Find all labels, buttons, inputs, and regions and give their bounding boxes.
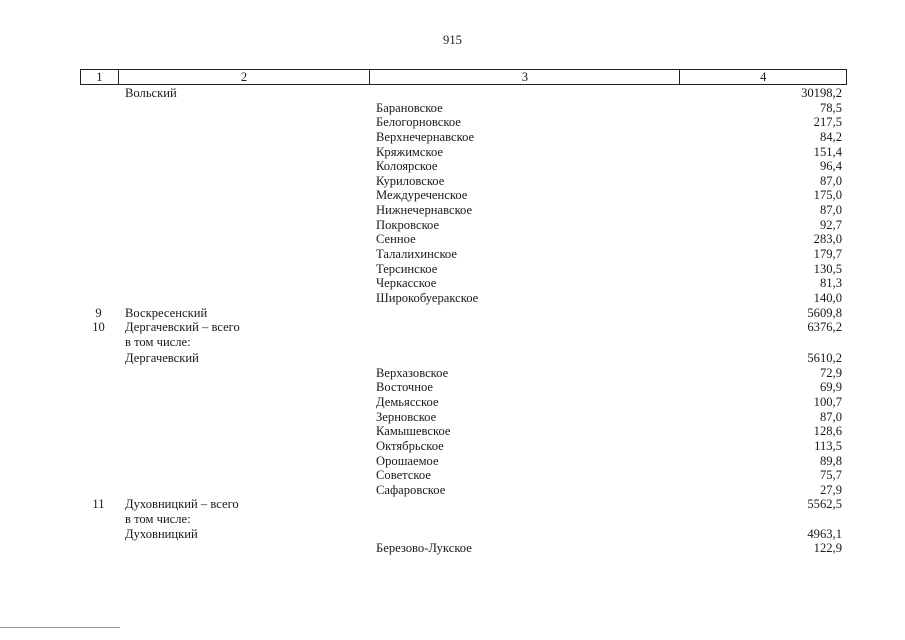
district-name xyxy=(117,247,369,262)
table-row xyxy=(80,130,847,145)
amount: 5609,8 xyxy=(807,305,842,320)
row-number xyxy=(80,512,117,527)
settlement-name: Советское xyxy=(376,468,431,483)
amount: 122,9 xyxy=(813,541,842,556)
settlement-name: Барановское xyxy=(376,100,443,115)
table-row xyxy=(80,366,847,381)
table-row xyxy=(80,291,847,306)
amount: 75,7 xyxy=(819,468,842,483)
amount: 96,4 xyxy=(819,159,842,174)
row-number xyxy=(80,366,117,381)
amount: 27,9 xyxy=(819,482,842,497)
settlement-name: Орошаемое xyxy=(376,453,439,468)
settlement-name: Колоярское xyxy=(376,159,438,174)
settlement-name xyxy=(369,335,680,350)
settlement-name xyxy=(369,306,680,321)
table-row xyxy=(80,262,847,277)
table-row xyxy=(80,145,847,160)
amount: 78,5 xyxy=(819,100,842,115)
table-row xyxy=(80,424,847,439)
row-number xyxy=(80,86,117,101)
amount: 217,5 xyxy=(813,115,842,130)
district-name xyxy=(117,366,369,381)
settlement-name xyxy=(369,497,680,512)
settlement-name: Талалихинское xyxy=(376,247,457,262)
row-number xyxy=(80,335,117,350)
amount: 130,5 xyxy=(813,261,842,276)
table-row xyxy=(80,115,847,130)
district-name: Духовницкий – всего xyxy=(125,497,239,512)
table-row xyxy=(80,247,847,262)
table-row xyxy=(80,232,847,247)
table-row xyxy=(80,351,847,366)
district-name: Дергачевский xyxy=(125,351,199,366)
district-name xyxy=(117,262,369,277)
settlement-name xyxy=(369,86,680,101)
district-name xyxy=(117,232,369,247)
settlement-name: Октябрьское xyxy=(376,438,444,453)
table-row xyxy=(80,527,847,542)
table-row xyxy=(80,203,847,218)
scan-artifact-line xyxy=(0,627,120,628)
district-name xyxy=(117,203,369,218)
amount: 175,0 xyxy=(813,188,842,203)
page-number: 915 xyxy=(443,33,462,47)
row-number xyxy=(80,380,117,395)
row-number xyxy=(80,276,117,291)
amount: 72,9 xyxy=(819,365,842,380)
amount: 140,0 xyxy=(813,290,842,305)
table-row xyxy=(80,483,847,498)
amount xyxy=(680,512,847,527)
row-number: 11 xyxy=(92,497,105,512)
table-row xyxy=(80,468,847,483)
amount: 6376,2 xyxy=(807,320,842,335)
district-name xyxy=(117,439,369,454)
amount: 89,8 xyxy=(819,453,842,468)
amount: 87,0 xyxy=(819,173,842,188)
row-number xyxy=(80,424,117,439)
settlement-name: Сенное xyxy=(376,232,416,247)
settlement-name: Зерновское xyxy=(376,409,437,424)
row-number xyxy=(80,159,117,174)
settlement-name: Березово-Лукское xyxy=(376,541,472,556)
district-name xyxy=(117,541,369,556)
row-number xyxy=(80,130,117,145)
settlement-name xyxy=(369,527,680,542)
row-number xyxy=(80,291,117,306)
header-col-2: 2 xyxy=(118,70,369,84)
district-name xyxy=(117,483,369,498)
table-header xyxy=(80,69,847,85)
settlement-name: Куриловское xyxy=(376,173,445,188)
settlement-name: Верхазовское xyxy=(376,365,449,380)
row-number: 10 xyxy=(92,320,105,335)
district-name: Вольский xyxy=(125,86,177,100)
district-name xyxy=(117,291,369,306)
row-number xyxy=(80,174,117,189)
table-row xyxy=(80,86,847,101)
amount: 30198,2 xyxy=(801,86,842,100)
row-number xyxy=(80,232,117,247)
table-row xyxy=(80,159,847,174)
settlement-name: Камышевское xyxy=(376,424,451,439)
settlement-name xyxy=(369,320,680,335)
header-col-4: 4 xyxy=(679,70,846,84)
table-row xyxy=(80,410,847,425)
row-number xyxy=(80,218,117,233)
district-name xyxy=(117,276,369,291)
amount: 128,6 xyxy=(813,424,842,439)
settlement-name: Демьясское xyxy=(376,394,439,409)
amount: 179,7 xyxy=(813,247,842,262)
district-name: Духовницкий xyxy=(125,526,198,541)
district-name: Дергачевский – всего xyxy=(125,320,240,335)
settlement-name: Нижнечернавское xyxy=(376,203,473,218)
district-name xyxy=(117,424,369,439)
table-row xyxy=(80,335,847,350)
settlement-name: Восточное xyxy=(376,380,434,395)
row-number xyxy=(80,468,117,483)
row-number xyxy=(80,101,117,116)
amount: 69,9 xyxy=(819,380,842,395)
district-name xyxy=(117,174,369,189)
row-number xyxy=(80,262,117,277)
amount: 84,2 xyxy=(819,129,842,144)
row-number xyxy=(80,188,117,203)
district-name xyxy=(117,395,369,410)
table-row xyxy=(80,188,847,203)
district-name xyxy=(117,454,369,469)
district-name xyxy=(117,410,369,425)
amount: 92,7 xyxy=(819,217,842,232)
settlement-name: Междуреченское xyxy=(376,188,468,203)
district-name xyxy=(117,115,369,130)
table-body xyxy=(80,86,847,556)
settlement-name: Сафаровское xyxy=(376,482,446,497)
row-number xyxy=(80,527,117,542)
row-number: 9 xyxy=(95,305,102,320)
amount: 4963,1 xyxy=(807,526,842,541)
table-row xyxy=(80,439,847,454)
table-row xyxy=(80,541,847,556)
amount: 151,4 xyxy=(813,144,842,159)
district-name: Воскресенский xyxy=(125,305,208,320)
table-row xyxy=(80,101,847,116)
row-number xyxy=(80,395,117,410)
amount xyxy=(680,335,847,350)
row-number xyxy=(80,247,117,262)
row-number xyxy=(80,541,117,556)
settlement-name: Покровское xyxy=(376,217,440,232)
district-name xyxy=(117,188,369,203)
district-name xyxy=(117,101,369,116)
district-name: в том числе: xyxy=(125,512,191,527)
settlement-name: Кряжимское xyxy=(376,144,444,159)
header-col-3: 3 xyxy=(369,70,679,84)
header-col-1: 1 xyxy=(96,70,103,84)
row-number xyxy=(80,483,117,498)
table-row xyxy=(80,380,847,395)
settlement-name xyxy=(369,512,680,527)
table-row xyxy=(80,276,847,291)
district-name: в том числе: xyxy=(125,334,191,349)
amount: 5562,5 xyxy=(807,497,842,512)
amount: 283,0 xyxy=(813,232,842,247)
amount: 87,0 xyxy=(819,203,842,218)
row-number xyxy=(80,115,117,130)
settlement-name: Белогорновское xyxy=(376,115,461,130)
settlement-name: Верхнечернавское xyxy=(376,129,475,144)
amount: 113,5 xyxy=(814,438,842,453)
amount: 100,7 xyxy=(813,394,842,409)
table-row xyxy=(80,320,847,335)
settlement-name xyxy=(369,351,680,366)
district-name xyxy=(117,159,369,174)
table-row xyxy=(80,218,847,233)
amount: 81,3 xyxy=(819,276,842,291)
district-name xyxy=(117,130,369,145)
table-row xyxy=(80,512,847,527)
district-name xyxy=(117,218,369,233)
table-row xyxy=(80,306,847,321)
row-number xyxy=(80,351,117,366)
row-number xyxy=(80,410,117,425)
table-row xyxy=(80,497,847,512)
row-number xyxy=(80,203,117,218)
table-row xyxy=(80,454,847,469)
table-row xyxy=(80,395,847,410)
row-number xyxy=(80,454,117,469)
amount: 5610,2 xyxy=(807,351,842,366)
settlement-name: Терсинское xyxy=(376,261,438,276)
row-number xyxy=(80,145,117,160)
row-number xyxy=(80,439,117,454)
district-name xyxy=(117,468,369,483)
amount: 87,0 xyxy=(819,409,842,424)
settlement-name: Широкобуеракское xyxy=(376,290,479,305)
table-row xyxy=(80,174,847,189)
district-name xyxy=(117,380,369,395)
settlement-name: Черкасское xyxy=(376,276,437,291)
district-name xyxy=(117,145,369,160)
